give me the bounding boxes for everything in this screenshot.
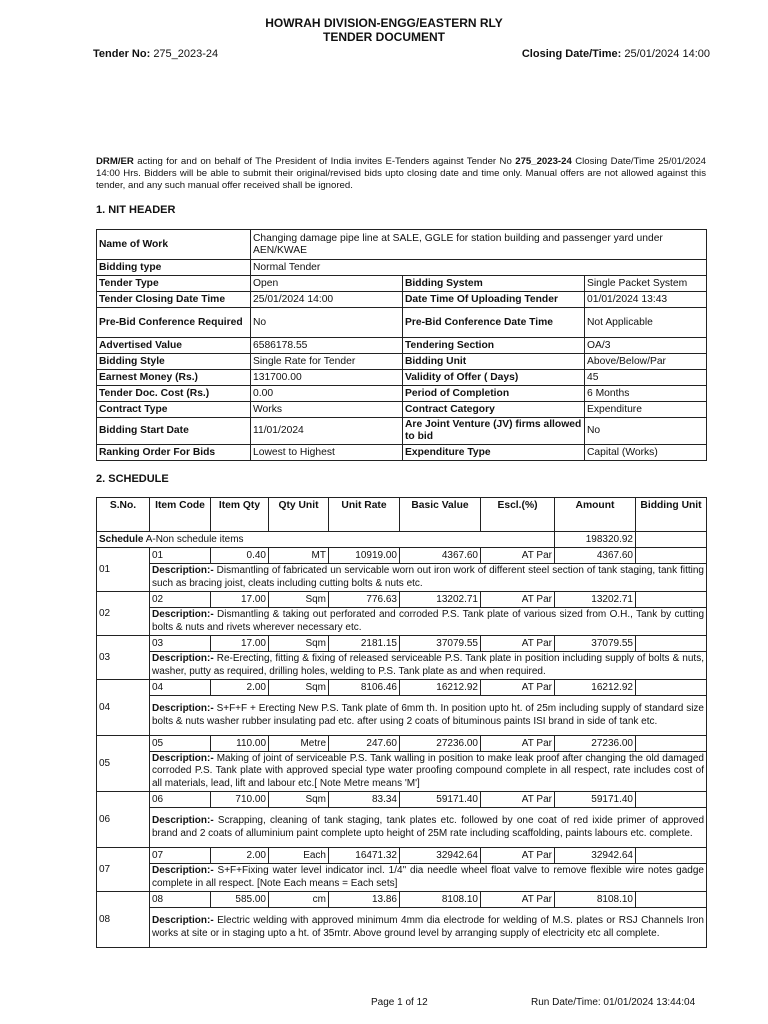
schedule-item-basic: 4367.60 xyxy=(400,548,481,564)
schedule-item-qty: 17.00 xyxy=(211,636,269,652)
schedule-item-bidding-unit xyxy=(636,848,707,864)
schedule-group-row xyxy=(97,532,707,548)
schedule-item-basic: 13202.71 xyxy=(400,592,481,608)
schedule-item-qty: 110.00 xyxy=(211,736,269,752)
nit-key: Bidding Style xyxy=(97,354,251,370)
nit-row xyxy=(97,386,707,402)
nit-row xyxy=(97,418,707,445)
schedule-item-amount: 27236.00 xyxy=(555,736,636,752)
nit-value: Single Rate for Tender xyxy=(251,354,403,370)
schedule-item-unit: Sqm xyxy=(269,792,329,808)
nit-row xyxy=(97,370,707,386)
nit-key: Tender Type xyxy=(97,276,251,292)
nit-value: Works xyxy=(251,402,403,418)
nit-key: Pre-Bid Conference Date Time xyxy=(403,308,585,338)
schedule-item-qty: 2.00 xyxy=(211,680,269,696)
nit-key: Period of Completion xyxy=(403,386,585,402)
schedule-header-cell: Qty Unit xyxy=(269,498,329,532)
schedule-item-description: Description:- Re-Erecting, fitting & fixing of released serviceable P.S. Tank plate in position including supply of bolts & nuts, washer, putty as required, drilling holes, welding to P.S. Tank plate as and when required. xyxy=(150,652,707,680)
schedule-item-escl: AT Par xyxy=(481,592,555,608)
schedule-group-amount: 198320.92 xyxy=(555,532,636,548)
schedule-item-amount: 8108.10 xyxy=(555,892,636,908)
tender-info-row xyxy=(93,48,710,60)
schedule-item-escl: AT Par xyxy=(481,848,555,864)
closing-date: Closing Date/Time: 25/01/2024 14:00 xyxy=(521,48,710,60)
schedule-item-description: Description:- Dismantling of fabricated un servicable worn out iron work of different steel section of tank staging, tank fitting such as bracing joist, cleats including cutting bolts & nuts etc. xyxy=(150,564,707,592)
schedule-item-sno: 04 xyxy=(97,680,150,736)
schedule-item-code: 07 xyxy=(150,848,211,864)
schedule-item-description: Description:- S+F+F + Erecting New P.S. Tank plate of 6mm th. In position upto ht. of 25m including supply of standard size bolts & nuts washer rubber insulating pad etc. after using 2 coats of bituminous paints ISI brand in side of tank etc. xyxy=(150,696,707,736)
schedule-item-rate: 83.34 xyxy=(329,792,400,808)
schedule-item-rate: 776.63 xyxy=(329,592,400,608)
schedule-item-code: 03 xyxy=(150,636,211,652)
schedule-item-rate: 247.60 xyxy=(329,736,400,752)
schedule-item-rate: 2181.15 xyxy=(329,636,400,652)
schedule-item-row xyxy=(97,736,707,752)
schedule-item-description: Description:- Electric welding with approved minimum 4mm dia electrode for welding of M.S. plates or RSJ Channels Iron works at site or in staging upto a ht. of 35mtr. Above ground level by arranging supply of electricity etc all complete. xyxy=(150,908,707,948)
schedule-item-qty: 17.00 xyxy=(211,592,269,608)
nit-key: Tender Doc. Cost (Rs.) xyxy=(97,386,251,402)
nit-key: Date Time Of Uploading Tender xyxy=(403,292,585,308)
schedule-item-escl: AT Par xyxy=(481,792,555,808)
schedule-item-code: 08 xyxy=(150,892,211,908)
schedule-description-row xyxy=(97,564,707,592)
nit-key: Name of Work xyxy=(97,230,251,260)
schedule-description-row xyxy=(97,752,707,792)
schedule-item-unit: Each xyxy=(269,848,329,864)
nit-value: Changing damage pipe line at SALE, GGLE for station building and passenger yard under AEN/KWAE xyxy=(251,230,707,260)
nit-value: Lowest to Highest xyxy=(251,445,403,461)
schedule-title: 2. SCHEDULE xyxy=(96,473,169,485)
nit-row-name-of-work xyxy=(97,230,707,260)
schedule-item-amount: 13202.71 xyxy=(555,592,636,608)
nit-key: Advertised Value xyxy=(97,338,251,354)
nit-key: Bidding Unit xyxy=(403,354,585,370)
nit-row xyxy=(97,402,707,418)
schedule-item-unit: Metre xyxy=(269,736,329,752)
schedule-item-rate: 10919.00 xyxy=(329,548,400,564)
schedule-item-escl: AT Par xyxy=(481,548,555,564)
schedule-item-row xyxy=(97,680,707,696)
schedule-item-amount: 16212.92 xyxy=(555,680,636,696)
nit-row xyxy=(97,308,707,338)
nit-value: 45 xyxy=(585,370,707,386)
schedule-header-cell: Basic Value xyxy=(400,498,481,532)
division-title: HOWRAH DIVISION-ENGG/EASTERN RLY xyxy=(265,16,503,30)
schedule-item-sno: 06 xyxy=(97,792,150,848)
schedule-item-code: 06 xyxy=(150,792,211,808)
schedule-header-cell: Escl.(%) xyxy=(481,498,555,532)
schedule-description-row xyxy=(97,808,707,848)
nit-row xyxy=(97,292,707,308)
nit-value: 0.00 xyxy=(251,386,403,402)
schedule-item-escl: AT Par xyxy=(481,636,555,652)
schedule-group-label: Schedule A-Non schedule items xyxy=(97,532,555,548)
schedule-item-rate: 8106.46 xyxy=(329,680,400,696)
schedule-item-sno: 01 xyxy=(97,548,150,592)
schedule-item-basic: 32942.64 xyxy=(400,848,481,864)
intro-paragraph: DRM/ER acting for and on behalf of The President of India invites E-Tenders against Tender No 275_2023-24 Closing Date/Time 25/01/2024 14:00 Hrs. Bidders will be able to submit their original/revised bids upto closing date and time only. Manual offers are not allowed against this tender, and any such manual offer received shall be ignored. xyxy=(96,156,706,192)
schedule-item-bidding-unit xyxy=(636,548,707,564)
schedule-header-cell: Item Code xyxy=(150,498,211,532)
schedule-item-row xyxy=(97,792,707,808)
schedule-item-basic: 8108.10 xyxy=(400,892,481,908)
schedule-description-row xyxy=(97,652,707,680)
nit-key: Validity of Offer ( Days) xyxy=(403,370,585,386)
schedule-item-code: 05 xyxy=(150,736,211,752)
schedule-header-cell: Bidding Unit xyxy=(636,498,707,532)
schedule-item-amount: 37079.55 xyxy=(555,636,636,652)
schedule-item-description: Description:- Scrapping, cleaning of tank staging, tank plates etc. followed by one coat of red ixide primer of approved brand and 2 coats of alluminium paint complete upto height of 25M rate including scaffolding, paints labours etc. complete. xyxy=(150,808,707,848)
nit-row xyxy=(97,276,707,292)
schedule-item-rate: 13.86 xyxy=(329,892,400,908)
nit-key: Pre-Bid Conference Required xyxy=(97,308,251,338)
schedule-item-basic: 37079.55 xyxy=(400,636,481,652)
nit-row xyxy=(97,354,707,370)
nit-value: Capital (Works) xyxy=(585,445,707,461)
schedule-header-cell: Item Qty xyxy=(211,498,269,532)
schedule-table xyxy=(96,497,707,948)
nit-key: Tender Closing Date Time xyxy=(97,292,251,308)
schedule-header-cell: S.No. xyxy=(97,498,150,532)
nit-key: Are Joint Venture (JV) firms allowed to bid xyxy=(403,418,585,445)
schedule-item-unit: Sqm xyxy=(269,636,329,652)
tender-no: Tender No: 275_2023-24 xyxy=(93,48,219,60)
nit-key: Expenditure Type xyxy=(403,445,585,461)
nit-value: Single Packet System xyxy=(585,276,707,292)
nit-value: 6 Months xyxy=(585,386,707,402)
nit-row xyxy=(97,338,707,354)
nit-value: 01/01/2024 13:43 xyxy=(585,292,707,308)
schedule-item-qty: 585.00 xyxy=(211,892,269,908)
schedule-description-row xyxy=(97,608,707,636)
schedule-item-sno: 07 xyxy=(97,848,150,892)
schedule-item-unit: MT xyxy=(269,548,329,564)
nit-value: No xyxy=(251,308,403,338)
schedule-item-escl: AT Par xyxy=(481,680,555,696)
schedule-item-amount: 32942.64 xyxy=(555,848,636,864)
nit-key: Contract Category xyxy=(403,402,585,418)
nit-key: Contract Type xyxy=(97,402,251,418)
nit-value: Normal Tender xyxy=(251,260,707,276)
schedule-item-sno: 02 xyxy=(97,592,150,636)
schedule-description-row xyxy=(97,908,707,948)
schedule-item-escl: AT Par xyxy=(481,892,555,908)
schedule-item-sno: 03 xyxy=(97,636,150,680)
nit-key: Tendering Section xyxy=(403,338,585,354)
nit-value: 25/01/2024 14:00 xyxy=(251,292,403,308)
nit-key: Ranking Order For Bids xyxy=(97,445,251,461)
schedule-item-basic: 27236.00 xyxy=(400,736,481,752)
nit-value: 11/01/2024 xyxy=(251,418,403,445)
nit-value: Above/Below/Par xyxy=(585,354,707,370)
schedule-item-description: Description:- S+F+Fixing water level indicator incl. 1/4" dia needle wheel float valve to remove flexible wire notes gadge complete in all respect. [Note Each means = Each sets] xyxy=(150,864,707,892)
nit-key: Bidding System xyxy=(403,276,585,292)
schedule-item-basic: 16212.92 xyxy=(400,680,481,696)
schedule-item-bidding-unit xyxy=(636,892,707,908)
schedule-item-row xyxy=(97,848,707,864)
schedule-item-qty: 2.00 xyxy=(211,848,269,864)
schedule-item-description: Description:- Making of joint of serviceable P.S. Tank walling in position to make leak proof after changing the old damaged corroded P.S. Tank plate with approved special type water proofing compound complete in all respect, rate includes cost of all materials, lead, lift and labour etc.[ Note Metre means 'M'] xyxy=(150,752,707,792)
schedule-header-row xyxy=(97,498,707,532)
nit-table xyxy=(96,229,707,461)
schedule-item-bidding-unit xyxy=(636,592,707,608)
schedule-description-row xyxy=(97,864,707,892)
nit-row-bidding-type xyxy=(97,260,707,276)
schedule-header-cell: Unit Rate xyxy=(329,498,400,532)
nit-header-title: 1. NIT HEADER xyxy=(96,204,176,216)
schedule-item-amount: 4367.60 xyxy=(555,548,636,564)
schedule-item-rate: 16471.32 xyxy=(329,848,400,864)
nit-value: Open xyxy=(251,276,403,292)
schedule-item-code: 02 xyxy=(150,592,211,608)
schedule-item-bidding-unit xyxy=(636,680,707,696)
nit-value: 6586178.55 xyxy=(251,338,403,354)
schedule-item-basic: 59171.40 xyxy=(400,792,481,808)
schedule-item-sno: 08 xyxy=(97,892,150,948)
schedule-item-bidding-unit xyxy=(636,736,707,752)
schedule-item-row xyxy=(97,892,707,908)
schedule-item-qty: 710.00 xyxy=(211,792,269,808)
schedule-item-qty: 0.40 xyxy=(211,548,269,564)
nit-key: Earnest Money (Rs.) xyxy=(97,370,251,386)
schedule-item-bidding-unit xyxy=(636,792,707,808)
schedule-item-description: Description:- Dismantling & taking out perforated and corroded P.S. Tank plate of various sized from O.H., Tank by cutting bolts & nuts and rivets wherever necessary etc. xyxy=(150,608,707,636)
nit-value: No xyxy=(585,418,707,445)
nit-value: Not Applicable xyxy=(585,308,707,338)
schedule-item-unit: Sqm xyxy=(269,592,329,608)
schedule-item-row xyxy=(97,636,707,652)
schedule-item-unit: Sqm xyxy=(269,680,329,696)
run-date-time: Run Date/Time: 01/01/2024 13:44:04 xyxy=(531,997,696,1008)
schedule-item-escl: AT Par xyxy=(481,736,555,752)
schedule-item-row xyxy=(97,592,707,608)
nit-value: 131700.00 xyxy=(251,370,403,386)
nit-value: Expenditure xyxy=(585,402,707,418)
schedule-item-amount: 59171.40 xyxy=(555,792,636,808)
schedule-item-bidding-unit xyxy=(636,636,707,652)
document-title: TENDER DOCUMENT xyxy=(323,30,445,44)
nit-key: Bidding Start Date xyxy=(97,418,251,445)
schedule-item-code: 01 xyxy=(150,548,211,564)
page-number: Page 1 of 12 xyxy=(371,997,428,1008)
schedule-item-row xyxy=(97,548,707,564)
schedule-description-row xyxy=(97,696,707,736)
schedule-item-sno: 05 xyxy=(97,736,150,792)
schedule-item-unit: cm xyxy=(269,892,329,908)
nit-key: Bidding type xyxy=(97,260,251,276)
nit-row xyxy=(97,445,707,461)
schedule-item-code: 04 xyxy=(150,680,211,696)
schedule-header-cell: Amount xyxy=(555,498,636,532)
nit-value: OA/3 xyxy=(585,338,707,354)
schedule-group-bidding-unit xyxy=(636,532,707,548)
